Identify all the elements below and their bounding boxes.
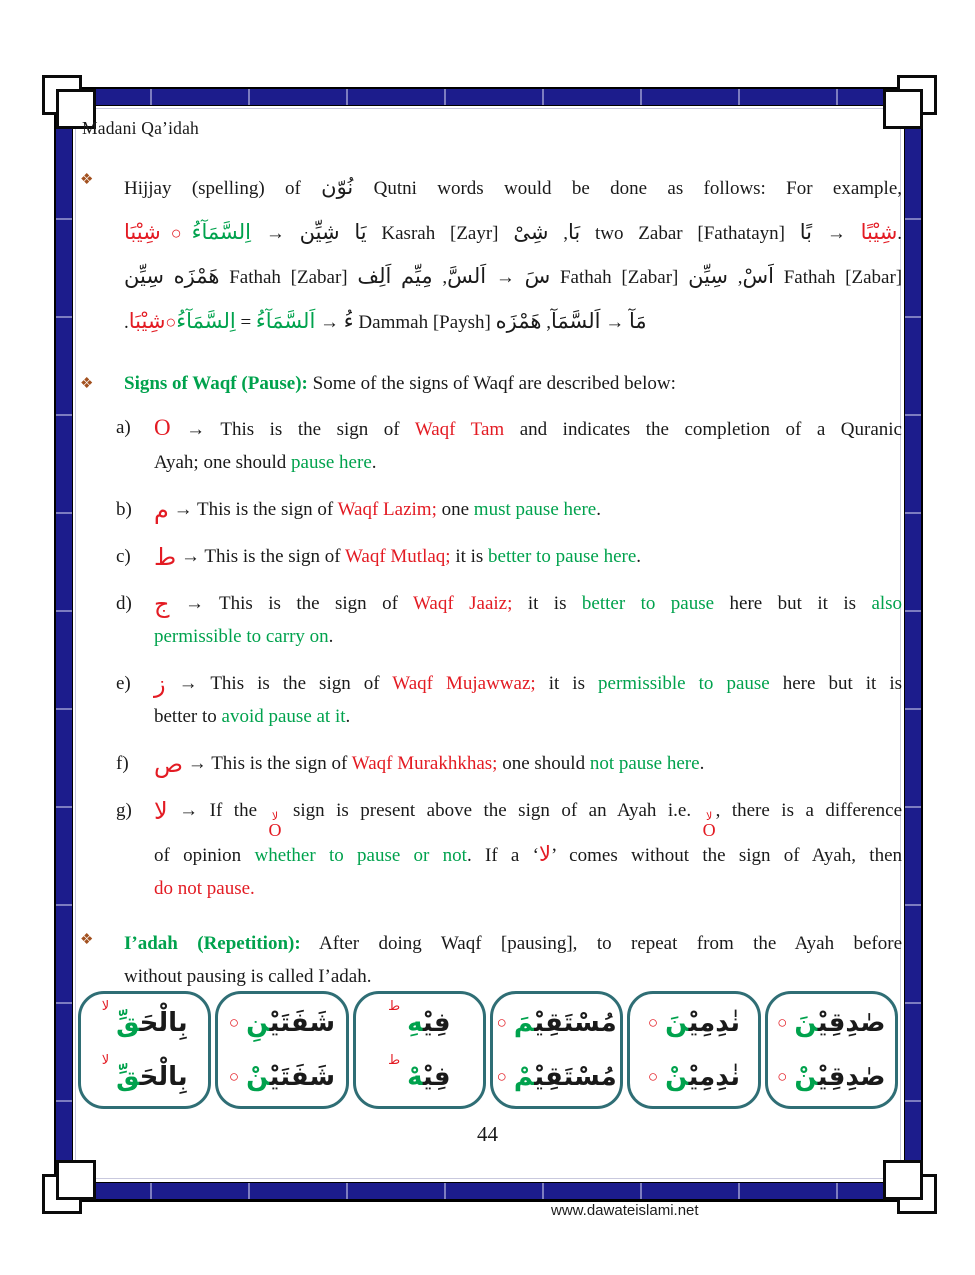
text-segment: Fathah [Zabar]	[783, 267, 903, 288]
text-line	[154, 794, 902, 839]
text-segment: ,	[546, 312, 551, 333]
arabic-word	[794, 1008, 886, 1039]
quran-word-box	[627, 991, 760, 1109]
waqf-sign-letter: ط	[154, 543, 177, 571]
arabic-text: اَسْ	[742, 264, 774, 288]
quran-word-box	[215, 991, 348, 1109]
arabic-text: ءُ	[343, 309, 354, 333]
waqf-item-label: g)	[116, 800, 132, 821]
frame-corner-square	[56, 1160, 96, 1200]
arabic-word	[116, 1061, 188, 1092]
text-segment: This is the sign of	[210, 673, 380, 694]
text-segment: sign is present above the sign of an Ayah i.e.	[292, 800, 692, 821]
arabic-word	[794, 1061, 886, 1092]
text-line	[154, 667, 902, 700]
text-segment: permissible to carry on	[154, 626, 329, 647]
arrow-glyph: →	[187, 753, 207, 774]
arabic-text: لا	[538, 842, 551, 866]
ayah-circle: O	[702, 820, 716, 840]
la-mark: لا	[705, 810, 713, 823]
arabic-text: اَلسَّ	[447, 264, 487, 288]
arrow-glyph: →	[179, 800, 199, 821]
text-segment: and indicates the completion of a Quranic	[519, 419, 902, 440]
arrow-glyph: →	[605, 312, 625, 333]
waqf-item-label: e)	[116, 673, 131, 694]
arabic-text: شِيْبَا	[124, 220, 161, 244]
text-segment: it is	[527, 593, 567, 614]
waqf-item-label: b)	[116, 499, 132, 520]
waqf-items-list	[116, 411, 902, 905]
waqf-item-body	[154, 667, 902, 733]
quran-word-row	[771, 1051, 892, 1103]
quran-word-box	[78, 991, 211, 1109]
word-part: ‍نْ	[665, 1061, 689, 1092]
arrow-glyph: →	[173, 499, 193, 520]
arabic-word	[246, 1061, 336, 1092]
waqf-item	[116, 794, 902, 905]
page-header-title: Madani Qa’idah	[82, 118, 199, 138]
text-line	[124, 300, 902, 345]
text-segment: better to	[154, 706, 217, 727]
text-segment: without pausing is called I’adah.	[124, 966, 372, 987]
text-segment: of opinion	[154, 845, 242, 866]
text-segment: I’adah (Repetition):	[124, 933, 301, 954]
text-segment: Qutni words would be done as follows: For example,	[373, 178, 903, 199]
word-part: فِيْ‍	[422, 1061, 451, 1092]
quran-word-row	[633, 1051, 754, 1103]
text-segment: This is the sign of	[219, 593, 398, 614]
text-segment: .	[124, 312, 129, 333]
frame-band-right	[904, 87, 923, 1198]
text-segment: also	[871, 593, 903, 614]
arrow-glyph: →	[178, 673, 198, 694]
text-segment: there is a difference	[731, 800, 903, 821]
arabic-word	[513, 1061, 617, 1092]
arabic-text: سَ	[524, 264, 551, 288]
arabic-text: شِيِّن	[299, 220, 340, 244]
arabic-text: مَآ	[628, 309, 647, 333]
arrow-glyph: →	[180, 546, 200, 567]
text-segment: better to pause	[581, 593, 715, 614]
arabic-text: سِيِّن	[688, 264, 728, 288]
arrow-glyph: →	[495, 267, 515, 288]
ayah-circle-icon: ○	[165, 312, 177, 332]
arabic-text: هَمْزَه	[495, 309, 542, 333]
arabic-text: بًا	[799, 220, 813, 244]
hijjay-paragraph	[124, 167, 902, 345]
text-segment: If the	[209, 800, 258, 821]
text-segment: .	[596, 499, 601, 520]
arabic-word	[116, 1008, 188, 1039]
arabic-text: اِلسَّمَآءُ	[191, 220, 252, 244]
text-segment: ,	[715, 800, 721, 821]
text-segment: After doing Waqf [pausing], to repeat from the Ayah before	[319, 933, 903, 954]
word-part: شَفَتَيْ‍	[269, 1061, 336, 1092]
waqf-item-body	[154, 587, 902, 653]
waqf-item-body	[154, 540, 902, 573]
small-sign-mark: ط	[388, 999, 401, 1015]
arabic-text: يَا	[354, 220, 367, 244]
text-line	[124, 927, 902, 960]
arrow-glyph: →	[184, 593, 204, 614]
text-line	[154, 540, 902, 573]
text-segment: Waqf Jaaiz;	[413, 593, 513, 614]
text-segment: ,	[563, 223, 568, 244]
word-part: ‍قِّ	[116, 1008, 140, 1039]
ayah-sign-with-la-icon	[702, 810, 716, 840]
text-segment: ,	[442, 267, 448, 288]
text-segment: whether to pause or not	[254, 845, 467, 866]
text-segment: This is the sign of	[211, 753, 348, 774]
text-line	[154, 587, 902, 620]
arabic-word	[513, 1008, 617, 1039]
text-segment: . If a ‘	[466, 845, 539, 866]
word-part: مُسْتَقِيْ‍	[534, 1008, 617, 1039]
text-line	[154, 747, 902, 780]
waqf-item	[116, 411, 902, 479]
text-segment: This is the sign of	[204, 546, 341, 567]
hijjay-section	[80, 167, 902, 345]
arabic-word	[665, 1061, 741, 1092]
ayah-circle-icon: ○	[496, 1013, 507, 1033]
ayah-circle-icon: ○	[647, 1013, 659, 1033]
la-mark: لا	[271, 810, 279, 823]
waqf-item	[116, 667, 902, 733]
arabic-text: اَلسَّمَآءُ	[255, 309, 316, 333]
quran-word-row	[221, 997, 342, 1049]
waqf-item-body	[154, 794, 902, 905]
word-part: ‍نِ	[246, 1008, 270, 1039]
waqf-sign-letter: ز	[154, 670, 166, 698]
text-segment: .	[636, 546, 642, 567]
page-content	[80, 108, 902, 993]
arabic-text: نُوّن	[321, 175, 354, 199]
word-part: نٰدِمِيْ‍	[688, 1008, 741, 1039]
arrow-glyph: →	[826, 223, 846, 244]
word-part: ‍مَ	[513, 1008, 535, 1039]
arabic-word	[407, 1061, 451, 1092]
frame-corner-square	[883, 1160, 923, 1200]
diamond-bullet-icon: ❖	[80, 932, 94, 948]
waqf-item-body	[154, 411, 902, 479]
small-sign-mark: ط	[388, 1052, 401, 1068]
text-segment: =	[240, 312, 252, 333]
text-segment: it is	[548, 673, 585, 694]
text-segment: it is	[455, 546, 484, 567]
quran-word-row	[84, 997, 205, 1049]
diamond-bullet-icon: ❖	[80, 172, 94, 188]
text-segment: Waqf Lazim;	[337, 499, 437, 520]
arabic-word	[407, 1008, 451, 1039]
text-segment: Some of the signs of Waqf are described below:	[312, 373, 676, 394]
text-segment: Signs of Waqf (Pause):	[124, 373, 308, 394]
arabic-text: سِيِّن	[124, 264, 164, 288]
arabic-text: اِلسَّمَآءُ	[176, 309, 236, 333]
waqf-item-label: f)	[116, 753, 129, 774]
text-segment: must pause here	[473, 499, 597, 520]
text-segment: Waqf Tam	[414, 419, 505, 440]
text-segment: Fathah [Zabar]	[559, 267, 679, 288]
text-line	[124, 211, 902, 256]
text-line	[154, 839, 902, 872]
text-segment: .	[371, 452, 377, 473]
arabic-word	[246, 1008, 336, 1039]
waqf-sign-letter: م	[154, 496, 169, 524]
arabic-word	[665, 1008, 741, 1039]
ayah-circle-icon: ○	[496, 1066, 507, 1086]
word-part: صٰدِقِيْ‍	[817, 1061, 886, 1092]
waqf-item-label: d)	[116, 593, 132, 614]
ayah-circle-icon: ○	[228, 1013, 240, 1033]
text-segment: one	[441, 499, 470, 520]
word-part: ‍نَ	[665, 1008, 689, 1039]
small-sign-mark: لا	[101, 1052, 110, 1068]
ayah-circle-icon: ○	[647, 1066, 659, 1086]
word-part: ‍نْ	[246, 1061, 270, 1092]
waqf-sign-letter: ص	[154, 750, 184, 778]
quran-word-row	[496, 1051, 617, 1103]
quran-word-row	[359, 997, 480, 1049]
frame-band-left	[54, 87, 73, 1198]
word-part: ‍نْ	[794, 1061, 818, 1092]
waqf-item	[116, 747, 902, 780]
arabic-text: هَمْزَه	[173, 264, 220, 288]
text-line	[154, 620, 902, 653]
arabic-text: اَلِف	[357, 264, 392, 288]
word-part: ‍هِ	[407, 1008, 423, 1039]
waqf-sign-letter: O	[154, 415, 171, 440]
arrow-glyph: →	[265, 223, 285, 244]
waqf-item	[116, 493, 902, 526]
text-segment: Waqf Mutlaq;	[344, 546, 451, 567]
word-part: مُسْتَقِيْ‍	[534, 1061, 617, 1092]
text-segment: .	[699, 753, 705, 774]
iadah-section	[80, 927, 902, 993]
waqf-sign-letter: لا	[154, 797, 168, 825]
word-part: بِالْحَ‍	[139, 1008, 188, 1039]
text-segment: avoid pause at it	[221, 706, 346, 727]
ayah-sign-with-la-icon	[268, 810, 282, 840]
frame-band-bottom	[54, 1182, 920, 1202]
quran-word-row	[84, 1051, 205, 1103]
word-part: فِيْ‍	[422, 1008, 451, 1039]
word-part: ‍هْ	[407, 1061, 423, 1092]
page-number: 44	[477, 1122, 498, 1146]
waqf-item	[116, 540, 902, 573]
diamond-bullet-icon: ❖	[80, 376, 94, 392]
ayah-circle-icon: ○	[160, 223, 192, 243]
arabic-text: شِيْبًا	[860, 220, 898, 244]
text-segment: Waqf Murakhkhas;	[351, 753, 498, 774]
text-segment: ,	[737, 267, 743, 288]
text-segment: not pause here	[589, 753, 700, 774]
text-segment: permissible to pause	[598, 673, 770, 694]
quran-word-row	[221, 1051, 342, 1103]
quran-word-row	[359, 1051, 480, 1103]
text-line	[124, 371, 902, 397]
text-line	[124, 167, 902, 211]
waqf-item	[116, 587, 902, 653]
quran-word-row	[771, 997, 892, 1049]
ayah-circle-icon: ○	[777, 1013, 788, 1033]
text-segment: one should	[502, 753, 586, 774]
quran-word-boxes-row	[78, 991, 898, 1109]
text-segment: Kasrah [Zayr]	[381, 223, 499, 244]
quran-word-box	[765, 991, 898, 1109]
text-segment: two Zabar [Fathatayn]	[595, 223, 785, 244]
arabic-text: اَلسَّمَآ	[550, 309, 601, 333]
word-part: نٰدِمِيْ‍	[688, 1061, 741, 1092]
text-line	[154, 700, 902, 733]
waqf-item-body	[154, 747, 902, 780]
waqf-heading	[124, 371, 902, 397]
small-sign-mark: لا	[101, 999, 110, 1015]
ayah-circle: O	[268, 820, 282, 840]
text-line	[154, 446, 902, 479]
text-segment: here but it is	[729, 593, 857, 614]
waqf-item-label: c)	[116, 546, 131, 567]
word-part: ‍نَ	[794, 1008, 818, 1039]
word-part: بِالْحَ‍	[139, 1061, 188, 1092]
waqf-item-body	[154, 493, 902, 526]
arrow-glyph: →	[320, 312, 340, 333]
word-part: صٰدِقِيْ‍	[817, 1008, 886, 1039]
footer-website-text: www.dawateislami.net	[551, 1202, 699, 1219]
quran-word-row	[633, 997, 754, 1049]
text-segment: .	[897, 223, 903, 244]
ayah-circle-icon: ○	[228, 1066, 240, 1086]
text-segment: This is the sign of	[197, 499, 334, 520]
frame-band-top	[54, 87, 920, 106]
waqf-item-label: a)	[116, 417, 131, 438]
text-line	[124, 960, 902, 993]
text-segment: Hijjay (spelling) of	[124, 178, 301, 199]
text-line	[154, 411, 902, 446]
text-segment: Waqf Mujawwaz;	[392, 673, 536, 694]
text-segment: better to pause here	[488, 546, 637, 567]
text-segment: .	[345, 706, 351, 727]
word-part: ‍مْ	[513, 1061, 535, 1092]
text-segment: do not pause.	[154, 878, 255, 899]
waqf-sign-letter: ج	[154, 590, 170, 618]
quran-word-box	[353, 991, 486, 1109]
text-line	[124, 256, 902, 300]
text-line	[154, 872, 902, 905]
text-segment: ’ comes without the sign of Ayah, then	[550, 845, 903, 866]
iadah-paragraph	[124, 927, 902, 993]
text-segment: here but it is	[782, 673, 903, 694]
text-segment: This is the sign of	[220, 419, 400, 440]
word-part: شَفَتَيْ‍	[269, 1008, 336, 1039]
arabic-text: شِيْبَا	[128, 309, 166, 333]
text-segment: Fathah [Zabar]	[229, 267, 348, 288]
arabic-text: شِىْ	[513, 220, 549, 244]
text-segment: Dammah [Paysh]	[358, 312, 491, 333]
text-segment: Ayah; one should	[154, 452, 287, 473]
ayah-circle-icon: ○	[777, 1066, 788, 1086]
word-part: ‍قِّ	[116, 1061, 140, 1092]
arabic-text: مِيِّم	[401, 264, 433, 288]
waqf-heading-section	[80, 371, 902, 397]
arabic-text: بَا	[567, 220, 581, 244]
arrow-glyph: →	[186, 419, 206, 440]
quran-word-box	[490, 991, 623, 1109]
quran-word-row	[496, 997, 617, 1049]
text-line	[154, 493, 902, 526]
text-segment: pause here	[291, 452, 372, 473]
text-segment: .	[328, 626, 334, 647]
